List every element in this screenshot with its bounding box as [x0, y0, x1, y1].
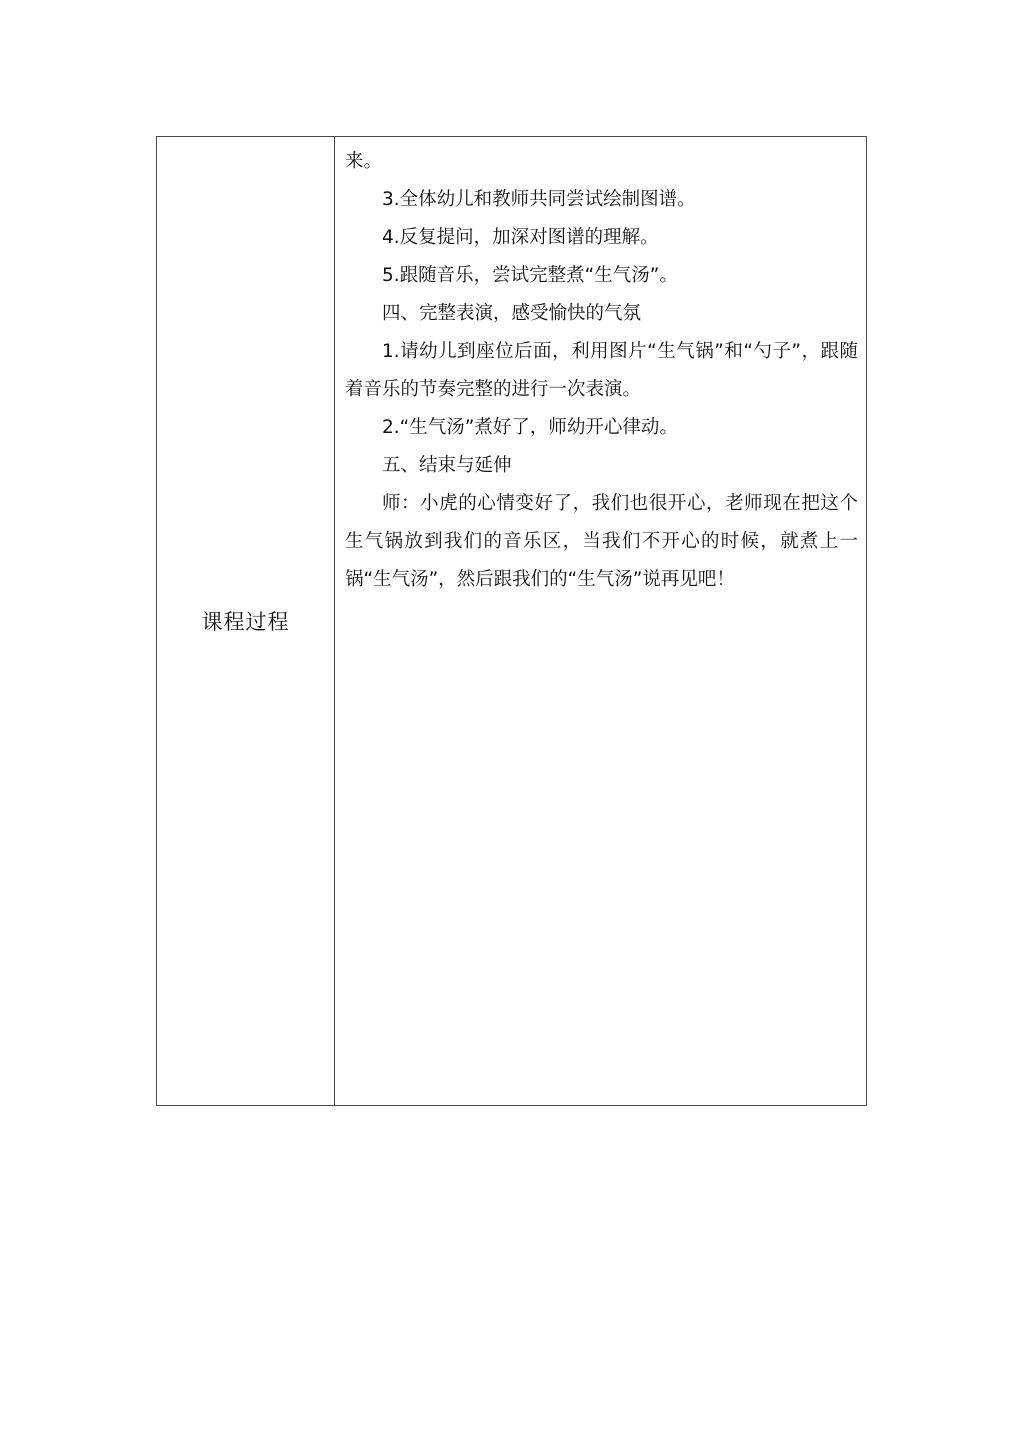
table-row — [157, 137, 867, 1106]
paragraph-step-3: 3.全体幼儿和教师共同尝试绘制图谱。 — [382, 189, 696, 210]
paragraph-step-4: 4.反复提问，加深对图谱的理解。 — [382, 227, 659, 248]
lesson-table — [156, 136, 867, 1106]
paragraph-closing: 师：小虎的心情变好了，我们也很开心，老师现在把这个生气锅放到我们的音乐区，当我们不开心的时候，就煮上一锅“生气汤”，然后跟我们的“生气汤”说再见吧！ — [345, 493, 858, 590]
paragraph-performance-2: 2.“生气汤”煮好了，师幼开心律动。 — [382, 417, 678, 438]
section-heading-4: 四、完整表演，感受愉快的气氛 — [382, 303, 642, 324]
row-label-cell — [157, 137, 335, 1106]
paragraph-performance-1: 1.请幼儿到座位后面，利用图片“生气锅”和“勺子”，跟随着音乐的节奏完整的进行一次表演。 — [345, 341, 858, 400]
content-cell — [335, 137, 867, 1106]
row-label: 课程过程 — [201, 610, 290, 634]
paragraph-step-5: 5.跟随音乐，尝试完整煮“生气汤”。 — [382, 265, 678, 286]
paragraph-continuation: 来。 — [345, 151, 383, 172]
section-heading-5: 五、结束与延伸 — [382, 455, 512, 476]
